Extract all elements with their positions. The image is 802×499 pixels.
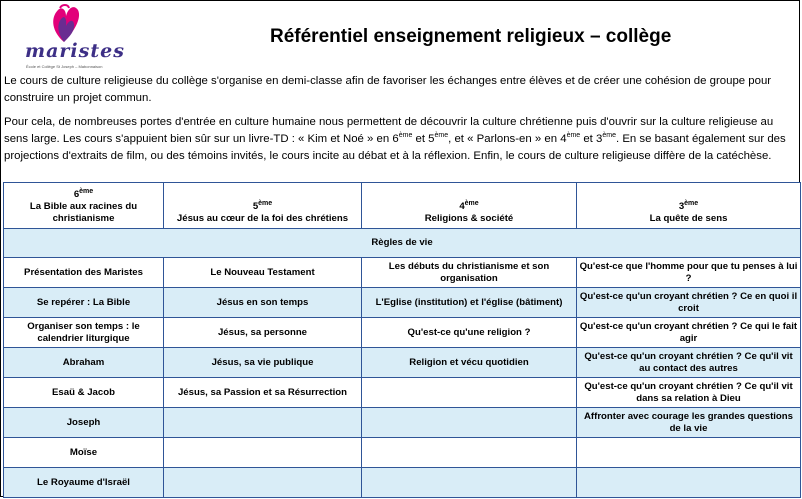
para-text: et 3 xyxy=(580,133,603,145)
table-cell: Jésus en son temps xyxy=(164,288,362,318)
table-cell: Présentation des Maristes xyxy=(4,258,164,288)
para-text: . En se basant également sur des projections d'extraits de film, ou des témoins invités, le cours incite au débat et à la réflexion. Enfin, le cours de culture religieuse diffère de la catéchèse. xyxy=(4,133,786,162)
table-cell: Le Royaume d'Israël xyxy=(4,468,164,498)
table-header-row xyxy=(4,183,801,229)
table-cell xyxy=(362,468,577,498)
table-cell: Affronter avec courage les grandes questions de la vie xyxy=(577,408,801,438)
table-cell: Le Nouveau Testament xyxy=(164,258,362,288)
para-sup: ème xyxy=(434,132,449,140)
curriculum-table xyxy=(3,182,801,498)
table-cell: Qu'est-ce qu'un croyant chrétien ? Ce qu'il vit dans sa relation à Dieu xyxy=(577,378,801,408)
table-cell: Abraham xyxy=(4,348,164,378)
logo-wordmark: maristes xyxy=(25,40,125,62)
para-sup: ème xyxy=(398,132,413,140)
table-row xyxy=(4,438,801,468)
table-cell: Qu'est-ce qu'un croyant chrétien ? Ce en quoi il croit xyxy=(577,288,801,318)
table-cell xyxy=(164,468,362,498)
table-cell: Religion et vécu quotidien xyxy=(362,348,577,378)
para-text: et 5 xyxy=(412,133,435,145)
table-cell: Qu'est-ce qu'une religion ? xyxy=(362,318,577,348)
table-cell xyxy=(577,468,801,498)
table-cell: Se repérer : La Bible xyxy=(4,288,164,318)
header-6eme: 6ème La Bible aux racines du christianisme xyxy=(4,183,164,229)
table-cell xyxy=(362,438,577,468)
table-cell: Qu'est-ce qu'un croyant chrétien ? Ce qu'il vit au contact des autres xyxy=(577,348,801,378)
rules-row xyxy=(4,229,801,258)
table-cell xyxy=(362,378,577,408)
table-row xyxy=(4,408,801,438)
table-cell: Jésus, sa vie publique xyxy=(164,348,362,378)
table-row xyxy=(4,348,801,378)
table-cell: Jésus, sa personne xyxy=(164,318,362,348)
table-cell: L'Eglise (institution) et l'église (bâtiment) xyxy=(362,288,577,318)
table-row xyxy=(4,468,801,498)
header-5eme: 5ème Jésus au cœur de la foi des chrétiens xyxy=(164,183,362,229)
table-row xyxy=(4,258,801,288)
logo-subtitle: École et Collège St Joseph – Mabonnaison xyxy=(26,64,103,69)
table-cell: Organiser son temps : le calendrier liturgique xyxy=(4,318,164,348)
intro-paragraph: Le cours de culture religieuse du collège s'organise en demi-classe afin de favoriser les échanges entre élèves et de créer une cohésion de groupe pour construire un projet commun. xyxy=(4,75,772,104)
table-row xyxy=(4,378,801,408)
para-sup: ème xyxy=(602,132,616,140)
heart-logo-icon xyxy=(22,4,112,44)
maristes-logo xyxy=(22,4,125,72)
description-paragraph xyxy=(4,114,798,165)
table-cell: Moïse xyxy=(4,438,164,468)
table-cell xyxy=(164,408,362,438)
header-4eme: 4ème Religions & société xyxy=(362,183,577,229)
table-cell: Qu'est-ce que l'homme pour que tu penses à lui ? xyxy=(577,258,801,288)
header-3eme: 3ème La quête de sens xyxy=(577,183,801,229)
table-row xyxy=(4,288,801,318)
rules-cell: Règles de vie xyxy=(4,229,801,258)
table-cell: Esaü & Jacob xyxy=(4,378,164,408)
table-cell: Joseph xyxy=(4,408,164,438)
table-cell xyxy=(362,408,577,438)
table-cell: Jésus, sa Passion et sa Résurrection xyxy=(164,378,362,408)
table-cell xyxy=(577,438,801,468)
table-cell: Qu'est-ce qu'un croyant chrétien ? Ce qui le fait agir xyxy=(577,318,801,348)
table-row xyxy=(4,318,801,348)
para-text: , et « Parlons-en » en 4 xyxy=(448,133,567,145)
para-text: Pour cela, de nombreuses portes d'entrée en culture humaine nous permettent de découvrir la culture chrétienne puis d'ouvrir sur la culture religieuse au sens large. Les cours s'appuient bien sûr sur un livre-TD : « Kim et Noé » en 6 xyxy=(4,116,774,145)
page-title: Référentiel enseignement religieux – collège xyxy=(270,26,672,47)
table-cell xyxy=(164,438,362,468)
table-cell: Les débuts du christianisme et son organisation xyxy=(362,258,577,288)
para-sup: ème xyxy=(566,132,581,140)
